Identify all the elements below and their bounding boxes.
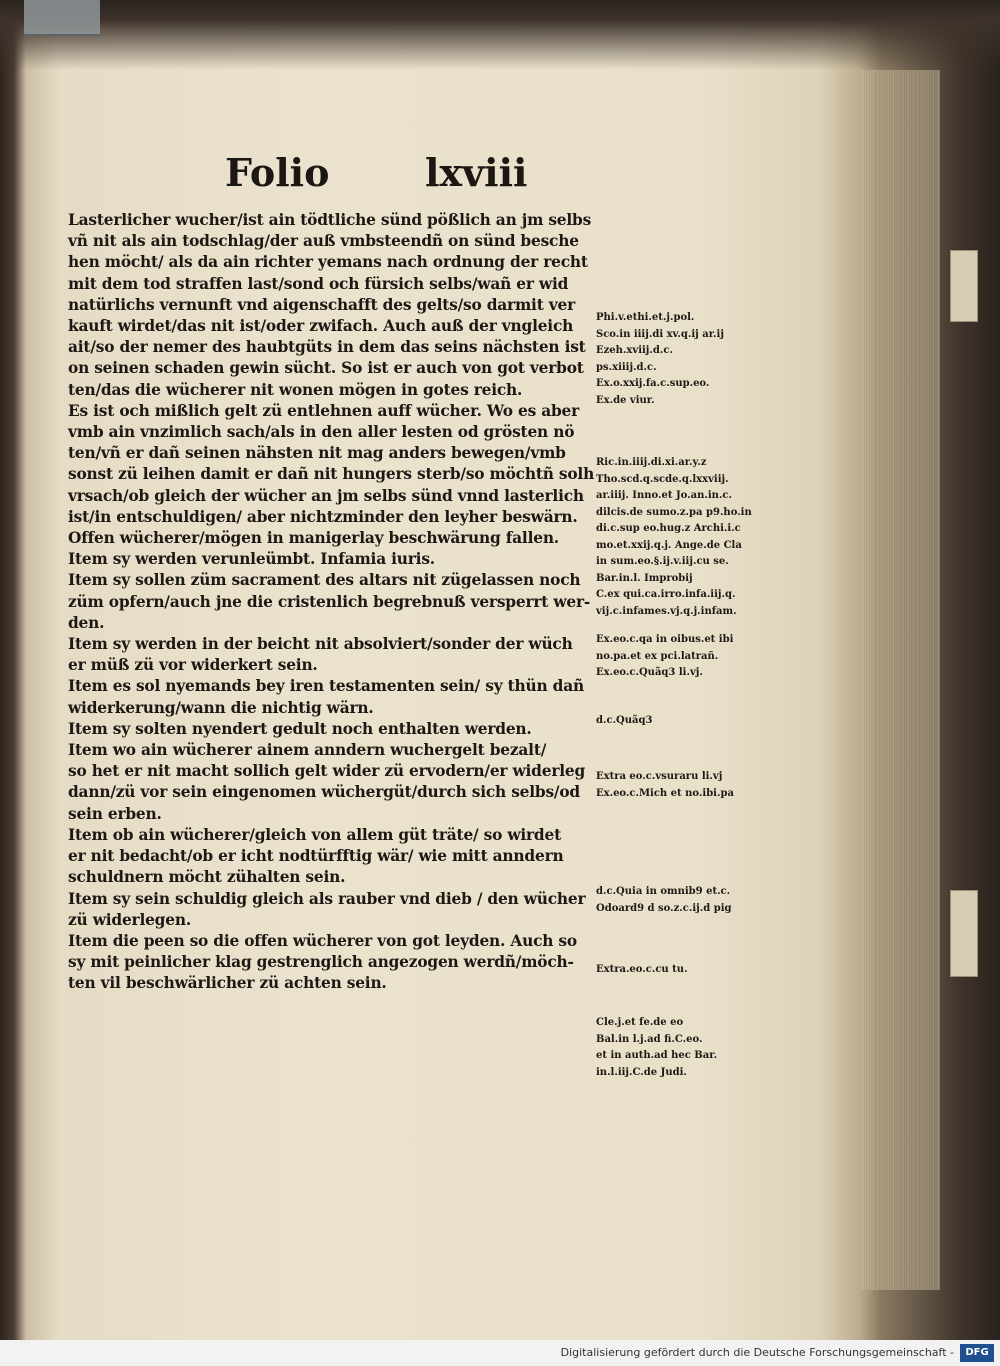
main-text-column [68,210,595,995]
text-line: er nit bedacht/ob er icht nodtürfftig wär/ wie mitt anndern [68,847,564,866]
text-line: widerkerung/wann die nichtig wärn. [68,698,374,717]
page-tab [950,250,978,322]
text-line: Item sy werden verunleümbt. Infamia iuris. [68,550,435,569]
margin-note-line: Ex.eo.c.Quãq3 li.vj. [596,667,703,678]
margin-note [596,962,766,979]
text-line: ait/so der nemer des haubtgüts in dem das seins nächsten ist [68,338,586,357]
text-line: so het er nit macht sollich gelt wider zü ervodern/er widerleg [68,762,586,781]
text-line: vrsach/ob gleich der wücher an jm selbs sünd vnnd lasterlich [68,486,584,505]
margin-note-line: d.c.Quãq3 [596,715,653,726]
binding-clasp [24,0,100,36]
margin-note-line: ar.iiij. Inno.et Jo.an.in.c. [596,490,733,501]
text-line: mit dem tod straffen last/sond och fürsich selbs/wañ er wid [68,274,569,293]
margin-note-line: Ex.de viur. [596,394,655,406]
margin-note [596,884,766,917]
text-line: Es ist och mißlich gelt zü entlehnen auff wücher. Wo es aber [68,401,580,420]
text-line: sy mit peinlicher klag gestrenglich angezogen werdñ/möch- [68,953,574,972]
text-line: Item es sol nyemands bey iren testamenten sein/ sy thün dañ [68,677,584,696]
text-line: ten vil beschwärlicher zü achten sein. [68,974,387,993]
text-line: ten/vñ er dañ seinen nähsten nit mag anders bewegen/vmb [68,444,566,463]
margin-note-line: ps.xiiij.d.c. [596,361,657,373]
text-line: Item ob ain wücherer/gleich von allem güt träte/ so wirdet [68,825,561,844]
margin-note-line: dilcis.de sumo.z.pa p9.ho.in [596,506,752,518]
text-line: Item sy sein schuldig gleich als rauber vnd dieb / den wücher [68,889,586,908]
margin-note-line: di.c.sup eo.hug.z Archi.i.c [596,523,741,534]
dfg-logo: DFG [960,1344,994,1362]
text-line: on seinen schaden gewin sücht. So ist er auch von got verbot [68,359,584,378]
margin-note [596,455,766,620]
text-line: kauft wirdet/das nit ist/oder zwifach. Auch auß der vngleich [68,317,574,336]
text-line: Offen wücherer/mögen in manigerlay beschwärung fallen. [68,529,559,548]
margin-note-line: Phi.v.ethi.et.j.pol. [596,312,695,323]
text-line: sonst zü leihen damit er dañ nit hungers sterb/so möchtñ solh [68,465,595,484]
margin-note-line: vij.c.infames.vj.q.j.infam. [596,605,737,617]
text-line: vñ nit als ain todschlag/der auß vmbsteendñ on sünd besche [68,232,579,251]
margin-note [596,310,766,409]
text-line: ten/das die wücherer nit wonen mögen in gotes reich. [68,380,523,399]
text-line: sein erben. [68,804,162,823]
text-line: hen möcht/ als da ain richter yemans nach ordnung der recht [68,253,588,272]
folio-number: lxviii [425,150,528,195]
text-line: Item die peen so die offen wücherer von got leyden. Auch so [68,931,577,950]
margin-note-line: Extra eo.c.vsuraru li.vj [596,771,723,782]
margin-note [596,632,766,682]
margin-note-line: Odoard9 d so.z.c.ij.d pig [596,902,732,914]
margin-note [596,769,766,802]
margin-note-line: in sum.eo.§.ij.v.iij.cu se. [596,556,729,567]
margin-note-line: Bar.in.l. Improbij [596,572,693,584]
text-line: Item wo ain wücherer ainem anndern wuchergelt bezalt/ [68,741,547,760]
text-line: Item sy sollen züm sacrament des altars nit zügelassen noch [68,571,581,590]
margin-note-line: Ezeh.xviij.d.c. [596,345,673,356]
margin-note-line: d.c.Quia in omnib9 et.c. [596,886,731,897]
text-line: natürlichs vernunft vnd aigenschafft des gelts/so darmit ver [68,295,576,314]
text-line: Lasterlicher wucher/ist ain tödtliche sünd pößlich an jm selbs [68,211,592,229]
folio-header [225,150,528,200]
folio-label: Folio [225,150,330,195]
text-line: Item sy solten nyendert gedult noch enthalten werden. [68,719,532,738]
text-line: züm opfern/auch jne die cristenlich begrebnuß versperrt wer- [68,592,591,611]
page-tab [950,890,978,977]
margin-note-line: Ex.eo.c.Mich et no.ibi.pa [596,787,734,799]
margin-note-line: et in auth.ad hec Bar. [596,1050,718,1061]
margin-note-line: Cle.j.et fe.de eo [596,1017,684,1028]
margin-note-line: Sco.in iiij.di xv.q.ij ar.ij [596,328,724,340]
margin-note-line: Ex.eo.c.qa in oibus.et ibi [596,634,734,645]
margin-note-line: in.l.iij.C.de Judi. [596,1066,687,1078]
margin-note-line: Tho.scd.q.scde.q.lxxviij. [596,473,729,485]
top-shadow [0,0,1000,70]
margin-note-line: Ric.in.iiij.di.xi.ar.y.z [596,457,707,468]
text-line: den. [68,613,105,632]
margin-note-line: C.ex qui.ca.irro.infa.iij.q. [596,589,736,600]
text-line: vmb ain vnzimlich sach/als in den aller lesten od grösten nö [68,423,575,442]
margin-note-line: Extra.eo.c.cu tu. [596,964,688,975]
text-line: er müß zü vor widerkert sein. [68,656,318,675]
page-edges [860,70,940,1290]
margin-note [596,713,766,730]
text-line: Item sy werden in der beicht nit absolviert/sonder der wüch [68,635,573,654]
margin-note-line: Bal.in l.j.ad fi.C.eo. [596,1033,703,1045]
text-line: ist/in entschuldigen/ aber nichtzminder den leyher beswärn. [68,507,578,526]
text-line: dann/zü vor sein eingenomen wüchergüt/durch sich selbs/od [68,783,580,802]
text-line: zü widerlegen. [68,910,191,929]
margin-note [596,1015,766,1081]
text-line: schuldnern möcht zühalten sein. [68,868,346,887]
margin-note-line: mo.et.xxij.q.j. Ange.de Cla [596,539,742,551]
funding-credit: Digitalisierung gefördert durch die Deutsche Forschungsgemeinschaft - [560,1346,954,1359]
margin-note-line: Ex.o.xxij.fa.c.sup.eo. [596,378,710,389]
margin-note-line: no.pa.et ex pci.latrañ. [596,650,719,662]
